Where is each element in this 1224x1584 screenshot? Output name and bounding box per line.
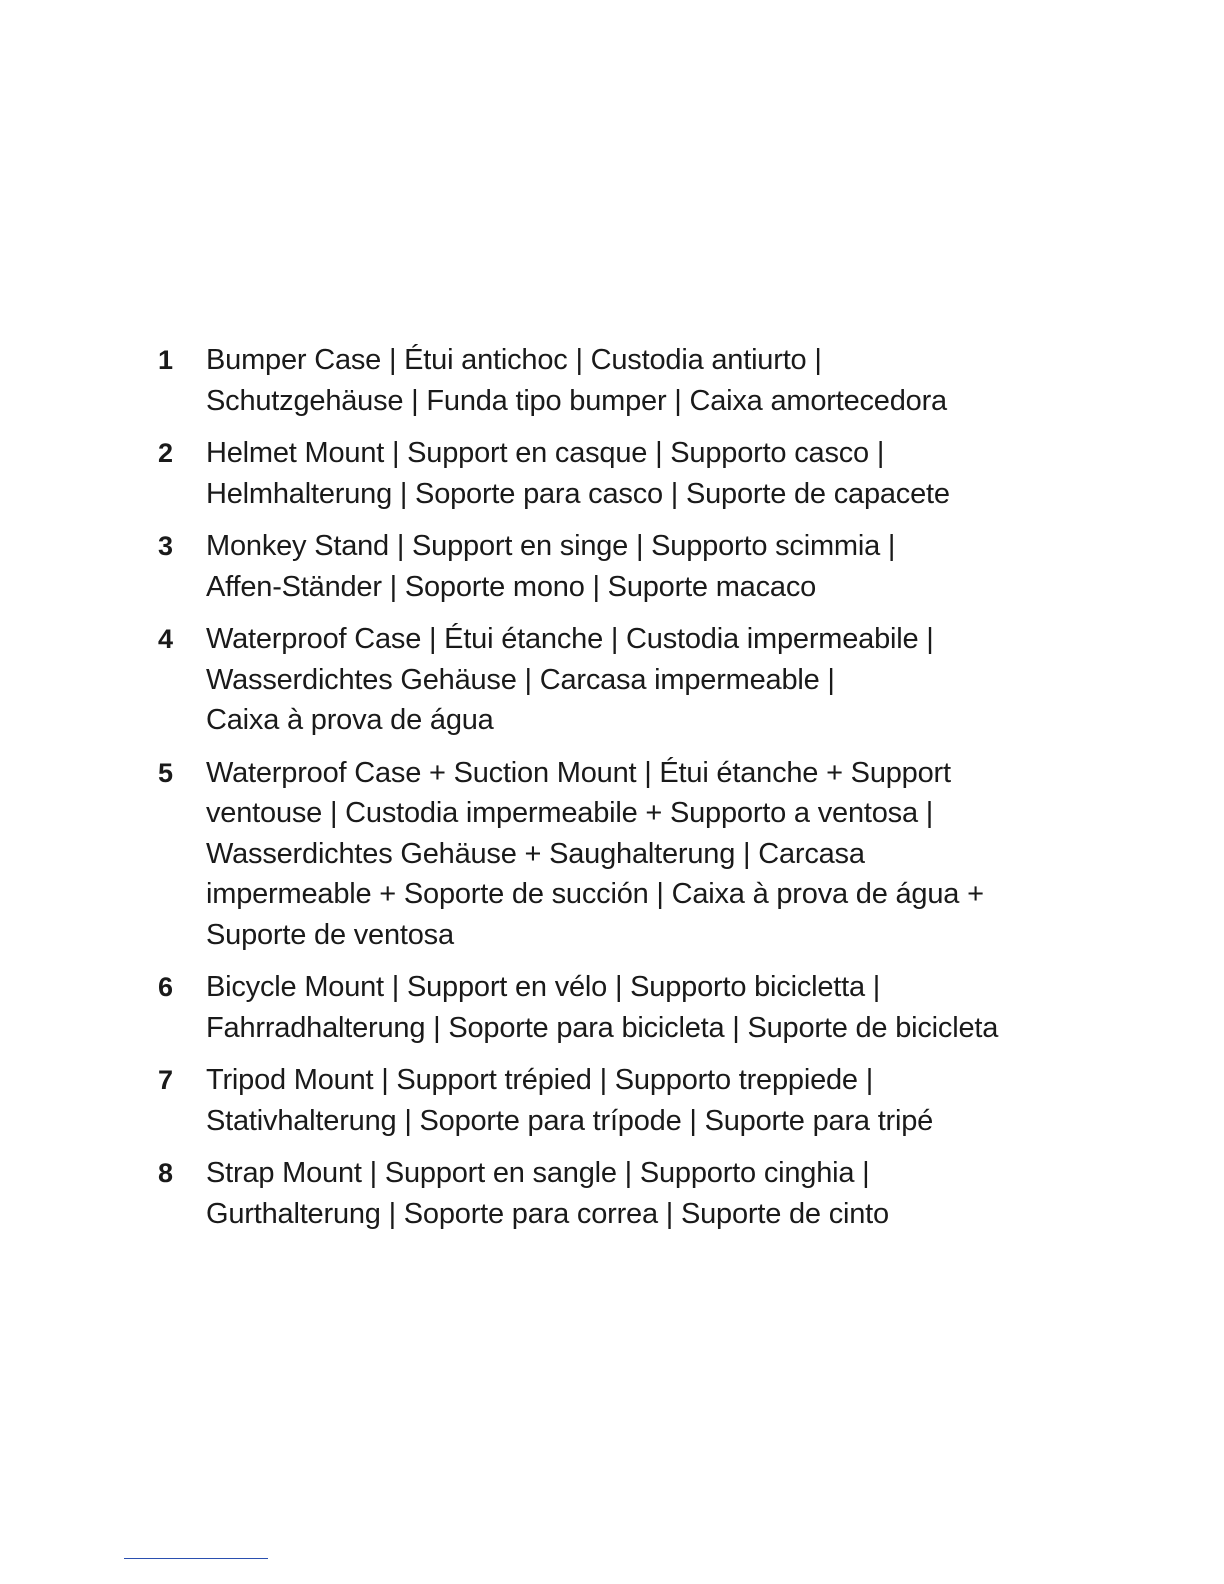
item-line: Waterproof Case | Étui étanche | Custodia impermeabile | [206,623,934,655]
item-line: Fahrradhalterung | Soporte para bicicleta | Suporte de bicicleta [206,1011,999,1044]
item-line: Wasserdichtes Gehäuse + Saughalterung | Carcasa [206,837,865,870]
item-text [206,526,1058,607]
item-number: 2 [158,438,174,468]
item-number: 3 [158,531,174,561]
item-line: Waterproof Case + Suction Mount | Étui étanche + Support [206,756,951,789]
list-item-5 [158,753,1058,956]
item-number: 1 [158,345,174,375]
item-line: Caixa à prova de água [206,704,494,736]
item-line: Schutzgehäuse | Funda tipo bumper | Caixa amortecedora [206,384,947,417]
item-text [206,1153,1058,1234]
item-text [206,433,1058,514]
item-line: Bicycle Mount | Support en vélo | Supporto bicicletta | [206,971,881,1003]
footnote-rule [124,1558,268,1559]
item-line: impermeable + Soporte de succión | Caixa à prova de água + [206,878,984,910]
item-number: 5 [158,757,174,788]
item-number: 7 [158,1065,174,1095]
item-number: 6 [158,972,174,1002]
item-text [206,753,1058,956]
item-line: Wasserdichtes Gehäuse | Carcasa impermeable | [206,663,835,696]
list-item-3 [158,526,1058,607]
item-line: Tripod Mount | Support trépied | Supporto treppiede | [206,1064,874,1096]
item-text [206,340,1058,421]
item-number: 8 [158,1158,174,1188]
item-line: Helmet Mount | Support en casque | Supporto casco | [206,437,885,469]
item-line: Monkey Stand | Support en singe | Supporto scimmia | [206,530,896,562]
item-line: Gurthalterung | Soporte para correa | Suporte de cinto [206,1197,889,1230]
item-line: ventouse | Custodia impermeabile + Supporto a ventosa | [206,797,934,829]
list-item-7 [158,1060,1058,1141]
item-line: Suporte de ventosa [206,918,454,951]
item-number: 4 [158,624,174,654]
accessory-list [158,340,1058,1246]
list-item-4 [158,619,1058,741]
item-line: Strap Mount | Support en sangle | Supporto cinghia | [206,1157,870,1189]
item-text [206,1060,1058,1141]
list-item-6 [158,967,1058,1048]
list-item-1 [158,340,1058,421]
item-line: Bumper Case | Étui antichoc | Custodia antiurto | [206,344,822,376]
item-text [206,619,1058,741]
item-line: Stativhalterung | Soporte para trípode | Suporte para tripé [206,1104,934,1137]
list-item-8 [158,1153,1058,1234]
item-text [206,967,1058,1048]
item-line: Helmhalterung | Soporte para casco | Suporte de capacete [206,477,950,510]
item-line: Affen-Ständer | Soporte mono | Suporte macaco [206,570,817,603]
list-item-2 [158,433,1058,514]
